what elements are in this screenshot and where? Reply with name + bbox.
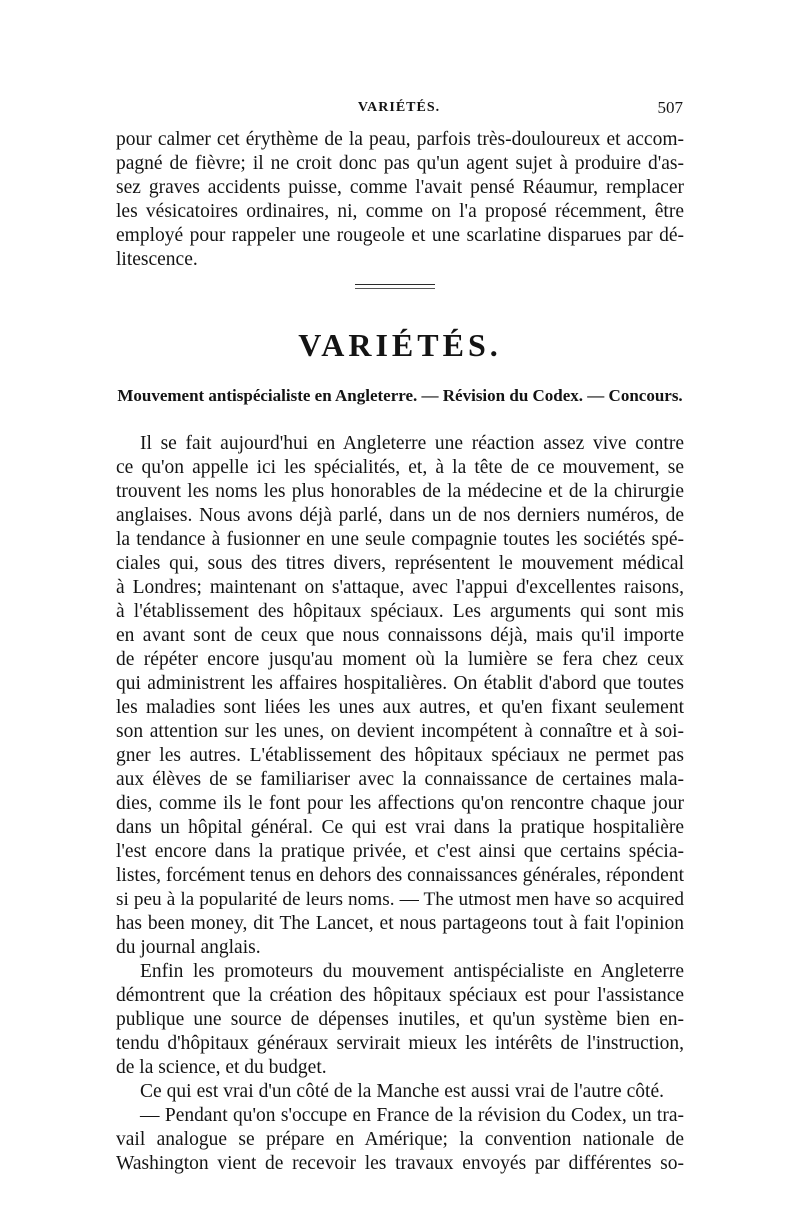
text-line: Ce qui est vrai d'un côté de la Manche est aussi vrai de l'autre côté. bbox=[140, 1081, 664, 1102]
text-line: Washington vient de recevoir les travaux envoyés par différentes so- bbox=[116, 1153, 684, 1174]
page-number: 507 bbox=[657, 98, 683, 117]
text-line: Enfin les promoteurs du mouvement antispécialiste en Angleterre bbox=[140, 961, 684, 982]
running-head bbox=[115, 100, 683, 122]
text-line: gner les autres. L'établissement des hôpitaux spéciaux ne permet pas bbox=[116, 745, 684, 766]
text-line: de la science, et du budget. bbox=[116, 1057, 327, 1078]
text-line: tendu d'hôpitaux généraux servirait mieux les intérêts de l'instruction, bbox=[116, 1033, 684, 1054]
section-subtitle: Mouvement antispécialiste en Angleterre. — Révision du Codex. — Concours. bbox=[117, 386, 683, 405]
text-line: son attention sur les unes, on devient incompétent à connaître et à soi- bbox=[116, 721, 684, 742]
text-line: dies, comme ils le font pour les affections qu'on rencontre chaque jour bbox=[116, 793, 684, 814]
text-line: ce qu'on appelle ici les spécialités, et, à la tête de ce mouvement, se bbox=[116, 457, 684, 478]
text-line: anglaises. Nous avons déjà parlé, dans un de nos derniers numéros, de bbox=[116, 505, 684, 526]
text-line: à Londres; maintenant on s'attaque, avec l'appui d'excellentes raisons, bbox=[116, 577, 684, 598]
text-line: dans un hôpital général. Ce qui est vrai dans la pratique hospitalière bbox=[116, 817, 684, 838]
text-line: à l'établissement des hôpitaux spéciaux. Les arguments qui sont mis bbox=[116, 601, 684, 622]
text-line: les vésicatoires ordinaires, ni, comme on l'a proposé récemment, être bbox=[116, 201, 684, 222]
running-title: VARIÉTÉS. bbox=[357, 100, 441, 115]
text-line: — Pendant qu'on s'occupe en France de la révision du Codex, un tra- bbox=[140, 1105, 684, 1126]
separator-rule bbox=[355, 288, 435, 289]
separator-rule bbox=[355, 284, 435, 285]
text-line: de répéter encore jusqu'au moment où la lumière se fera chez ceux bbox=[116, 649, 684, 670]
text-line: sez graves accidents puisse, comme l'avait pensé Réaumur, remplacer bbox=[116, 177, 684, 198]
text-line: les maladies sont liées les unes aux autres, et qu'en fixant seulement bbox=[116, 697, 684, 718]
text-line: en avant sont de ceux que nous connaissons déjà, mais qu'il importe bbox=[116, 625, 684, 646]
text-line: démontrent que la création des hôpitaux spéciaux est pour l'assistance bbox=[116, 985, 684, 1006]
text-line: l'est encore dans la pratique privée, et c'est ainsi que certains spécia- bbox=[116, 841, 684, 862]
text-line: la tendance à fusionner en une seule compagnie toutes les sociétés spé- bbox=[116, 529, 684, 550]
text-line: si peu à la popularité de leurs noms. — The utmost men have so acquired bbox=[116, 889, 684, 910]
section-title: VARIÉTÉS. bbox=[298, 327, 502, 363]
text-line: vail analogue se prépare en Amérique; la convention nationale de bbox=[116, 1129, 684, 1150]
text-line: Il se fait aujourd'hui en Angleterre une réaction assez vive contre bbox=[140, 433, 684, 454]
text-line: has been money, dit The Lancet, et nous partageons tout à fait l'opinion bbox=[116, 913, 684, 934]
text-line: aux élèves de se familiariser avec la connaissance de certaines mala- bbox=[116, 769, 684, 790]
text-line: pour calmer cet érythème de la peau, parfois très-douloureux et accom- bbox=[116, 129, 684, 150]
text-line: listes, forcément tenus en dehors des connaissances générales, répondent bbox=[116, 865, 684, 886]
text-line: qui administrent les affaires hospitalières. On établit d'abord que toutes bbox=[116, 673, 684, 694]
text-line: pagné de fièvre; il ne croit donc pas qu'un agent sujet à produire d'as- bbox=[116, 153, 684, 174]
text-line: litescence. bbox=[116, 249, 198, 270]
text-line: ciales qui, sous des titres divers, représentent le mouvement médical bbox=[116, 553, 684, 574]
text-line: trouvent les noms les plus honorables de la médecine et de la chirurgie bbox=[116, 481, 684, 502]
text-line: du journal anglais. bbox=[116, 937, 261, 958]
text-line: employé pour rappeler une rougeole et une scarlatine disparues par dé- bbox=[116, 225, 684, 246]
text-line: publique une source de dépenses inutiles, et qu'un système bien en- bbox=[116, 1009, 684, 1030]
